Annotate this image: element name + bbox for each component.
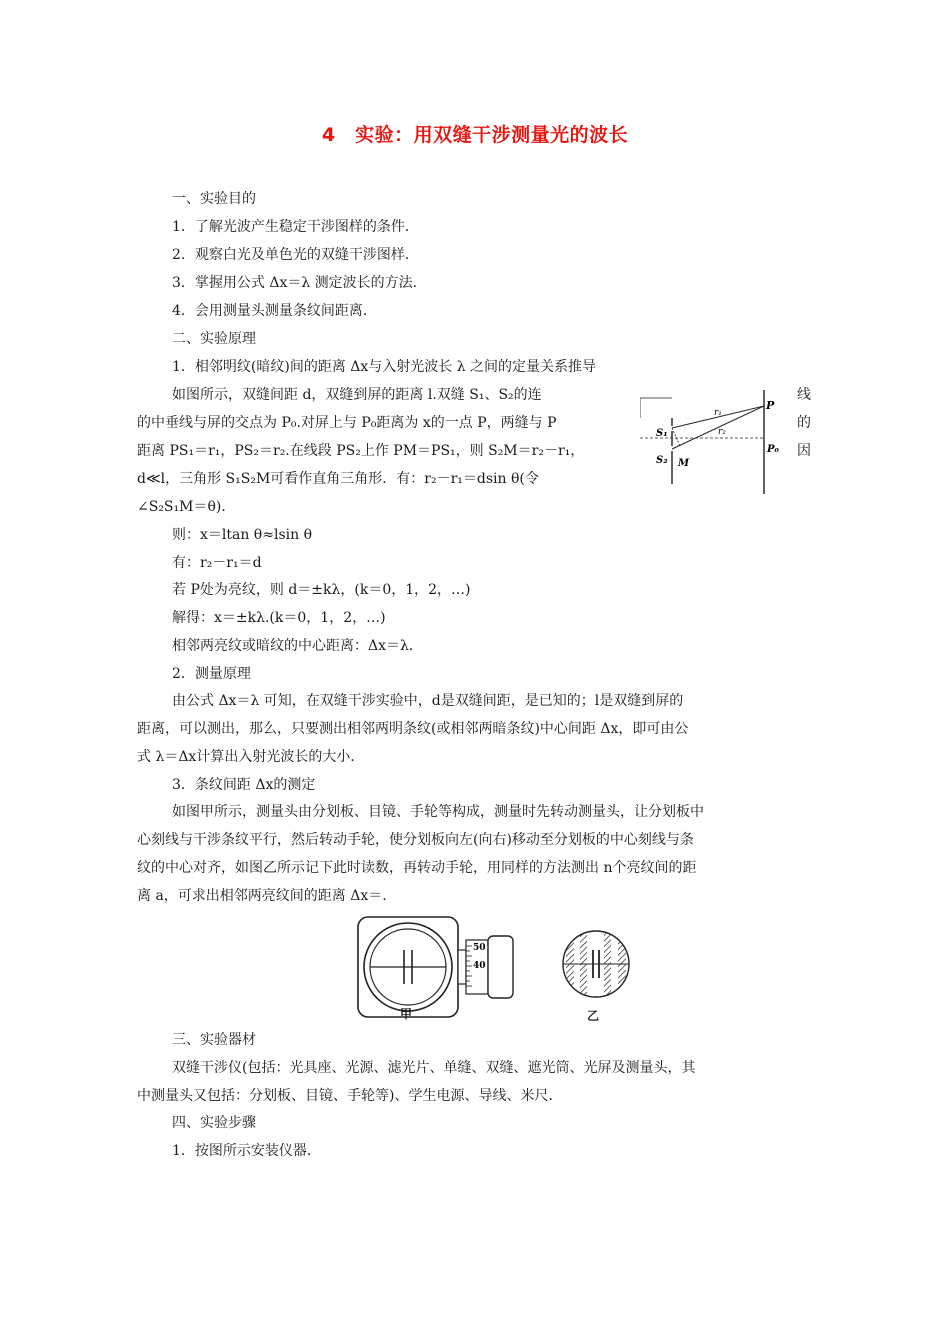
spacing-line: 纹的中心对齐，如图乙所示记下此时读数，再转动手轮，用同样的方法测出 n个亮纹间的距 [137,860,697,876]
label-s1: S₁ [656,428,668,439]
scale-label-40: 40 [473,961,486,971]
section1-heading: 一、实验目的 [172,191,256,207]
measure-line: 距离，可以测出，那么，只要测出相邻两明条纹(或相邻两暗条纹)中心间距 Δx，即可由公 [137,721,689,737]
derivation-line: 有：r₂－r₁＝d [172,555,262,571]
apparatus-line: 双缝干涉仪(包括：光具座、光源、滤光片、单缝、双缝、遮光筒、光屏及测量头，其 [172,1060,696,1076]
step-item: 1．按图所示安装仪器． [172,1143,321,1159]
apparatus-line: 中测量头又包括：分划板、目镜、手轮等)、学生电源、导线、米尺． [137,1088,563,1104]
label-s2: S₂ [656,455,668,466]
section4-heading: 四、实验步骤 [172,1115,256,1131]
handwheel [488,936,513,998]
spacing-line: 离 a，可求出相邻两亮纹间的距离 Δx＝. [137,888,387,904]
para-line: 距离 PS₁＝r₁，PS₂＝r₂.在线段 PS₂上作 PM＝PS₁，则 S₂M＝r₂－r₁， [137,443,585,459]
section1-item: 2．观察白光及单色光的双缝干涉图样． [172,247,419,263]
para-line: ∠S₂S₁M＝θ)． [137,499,236,515]
section1-item: 4．会用测量头测量条纹间距离． [172,303,377,319]
derivation-line: 则：x＝ltan θ≈lsin θ [172,527,313,543]
section2-sub2: 2．测量原理 [172,666,251,682]
para-line: 的中垂线与屏的交点为 P₀.对屏上与 P₀距离为 x的一点 P，两缝与 P [137,415,557,431]
wrap-word: 线 [797,387,811,403]
section2-heading: 二、实验原理 [172,331,256,347]
section2-sub3: 3．条纹间距 Δx的测定 [172,777,316,793]
double-slit-diagram [640,388,790,496]
spacing-line: 心刻线与干涉条纹平行，然后转动手轮，使分划板向左(向右)移动至分划板的中心刻线与条 [137,832,694,848]
label-p0: P₀ [767,444,779,455]
wrap-word: 的 [797,415,811,431]
derivation-line: 相邻两亮纹或暗纹的中心距离：Δx＝λ. [172,638,414,654]
para-line: 如图所示，双缝间距 d，双缝到屏的距离 l.双缝 S₁、S₂的连 [172,387,542,403]
para-line: d≪l，三角形 S₁S₂M可看作直角三角形．有：r₂－r₁＝dsin θ(令 [137,471,539,487]
wrap-word: 因 [797,443,811,459]
section1-item: 1．了解光波产生稳定干涉图样的条件． [172,219,419,235]
connector [458,950,466,984]
measure-line: 由公式 Δx＝λ 可知，在双缝干涉实验中，d是双缝间距，是已知的；l是双缝到屏的 [172,693,684,709]
section2-sub1: 1．相邻明纹(暗纹)间的距离 Δx与入射光波长 λ 之间的定量关系推导 [172,359,597,375]
label-r1: r₁ [714,408,722,418]
fringe-view-figure [560,928,632,1000]
label-m: M [678,458,690,469]
page-title: 4 实验：用双缝干涉测量光的波长 [321,124,629,146]
label-r2: r₂ [718,427,726,437]
section3-heading: 三、实验器材 [172,1032,256,1048]
caption-jia: 甲 [400,1007,413,1021]
derivation-line: 若 P处为亮纹，则 d＝±kλ，(k＝0，1，2，…) [172,582,471,598]
label-p: P [766,399,775,412]
derivation-line: 解得：x＝±kλ.(k＝0，1，2，…) [172,610,386,626]
caption-yi: 乙 [587,1009,600,1023]
scale-label-50: 50 [473,943,486,953]
spacing-line: 如图甲所示，测量头由分划板、目镜、手轮等构成，测量时先转动测量头，让分划板中 [172,804,704,820]
perpendicular-s1m [672,428,680,446]
measure-line: 式 λ＝Δx计算出入射光波长的大小． [137,749,365,765]
section1-item: 3．掌握用公式 Δx＝λ 测定波长的方法． [172,275,427,291]
measuring-head-figure [355,914,525,1024]
